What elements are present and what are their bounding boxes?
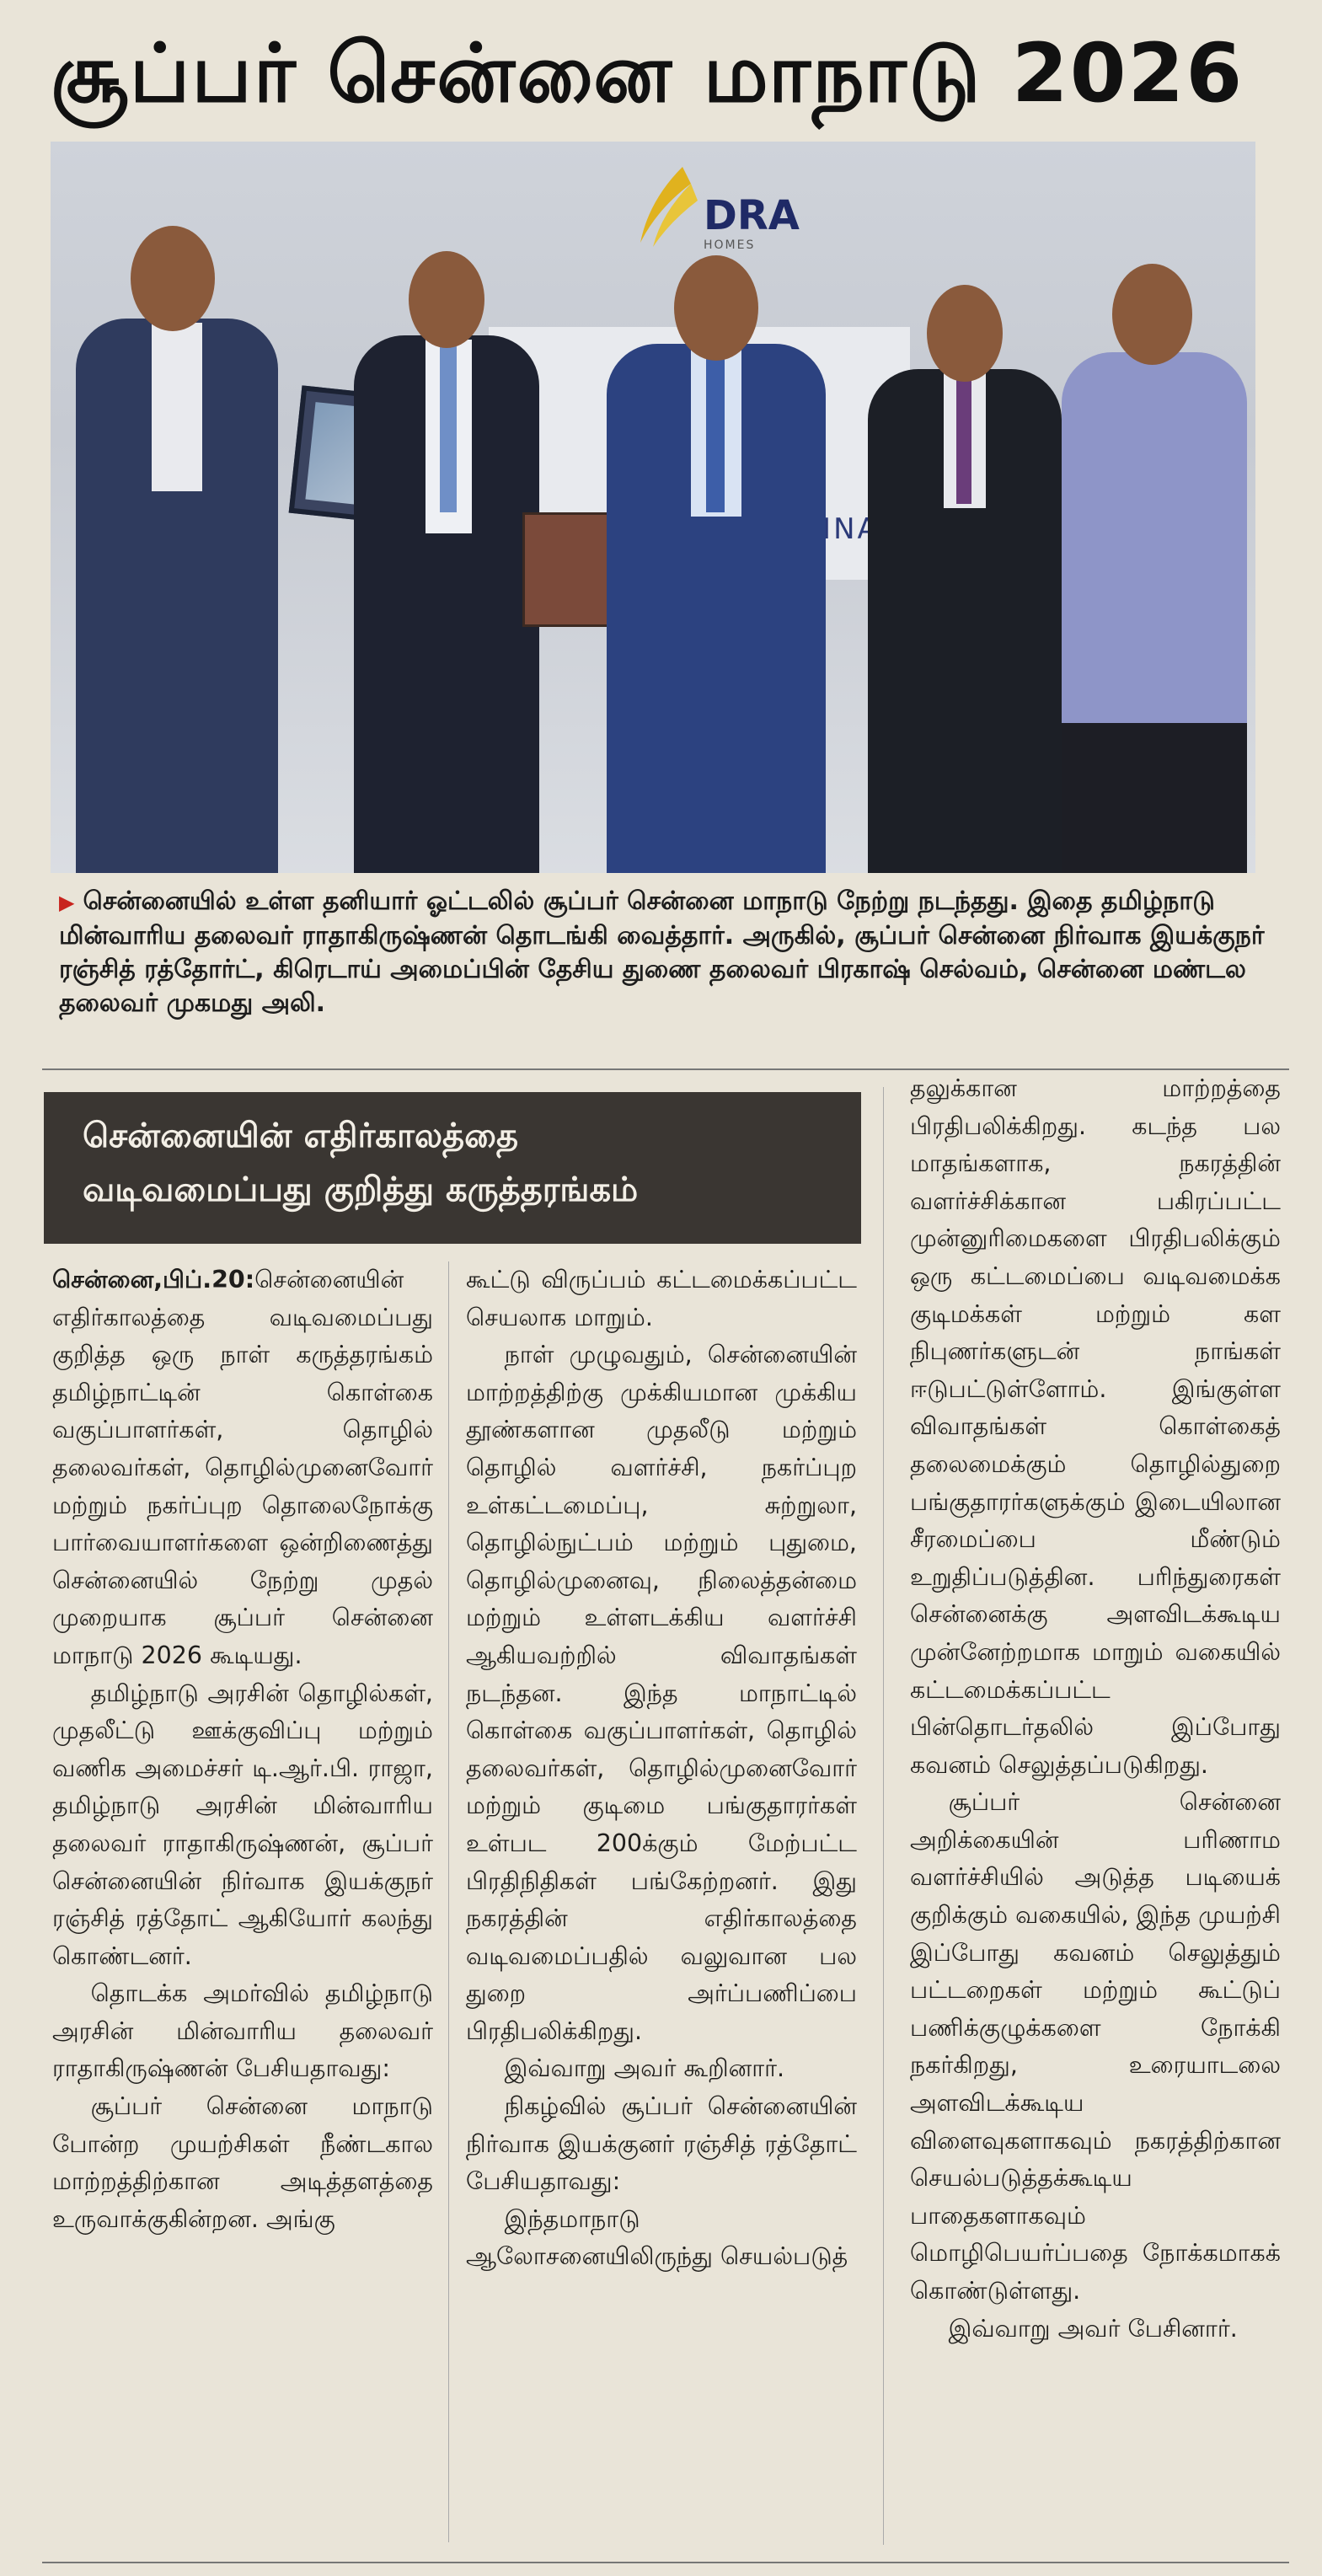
article-column-3 xyxy=(910,1070,1281,2553)
subhead-line-2: வடிவமைப்பது குறித்து கருத்தரங்கம் xyxy=(83,1170,639,1209)
dateline: சென்னை,பிப்.20: xyxy=(52,1266,255,1293)
logo-text: DRA xyxy=(704,192,800,239)
col2-para-1: கூட்டு விருப்பம் கட்டமைக்கப்பட்ட செயலாக மாறும். xyxy=(466,1266,857,1331)
article-column-1 xyxy=(52,1261,433,2542)
article-column-2 xyxy=(466,1261,857,2542)
col3-para-1: தலுக்கான மாற்றத்தை பிரதிபலிக்கிறது. கடந்த பல மாதங்களாக, நகரத்தின் வளர்ச்சிக்கான பகிரப்பட்ட முன்னுரிமைகளை பிரதிபலிக்கும் ஒரு கட்டமைப்பை வடிவமைக்க குடிமக்கள் மற்றும் கள நிபுணர்களுடன் நாங்கள் ஈடுபட்டுள்ளோம். இங்குள்ள விவாதங்கள் கொள்கைத் தலைமைக்கும் தொழில்துறை பங்குதாரர்களுக்கும் இடையிலான சீரமைப்பை மீண்டும் உறுதிப்படுத்தின. பரிந்துரைகள் சென்னைக்கு அளவிடக்கூடிய முன்னேற்றமாக மாறும் வகையில் கட்டமைக்கப்பட்ட பின்தொடர்தலில் இப்போது கவனம் செலுத்தப்படுகிறது. xyxy=(910,1074,1281,1779)
bottom-rule xyxy=(42,2562,1289,2563)
caption-arrow-icon: ▶ xyxy=(59,891,75,914)
article-subheadline xyxy=(44,1092,861,1244)
col2-para-4: நிகழ்வில் சூப்பர் சென்னையின் நிர்வாக இயக்குனர் ரஞ்சித் ரத்தோட் பேசியதாவது: xyxy=(466,2092,857,2196)
col3-para-3: இவ்வாறு அவர் பேசினார். xyxy=(948,2314,1238,2343)
logo-subtext: HOMES xyxy=(704,238,756,252)
column-rule-2 xyxy=(883,1087,884,2545)
photo-caption xyxy=(59,885,1298,1053)
col2-para-3: இவ்வாறு அவர் கூறினார். xyxy=(504,2054,785,2083)
caption-text: சென்னையில் உள்ள தனியார் ஓட்டலில் சூப்பர் சென்னை மாநாடு நேற்று நடந்தது. இதை தமிழ்நாடு மின்வாரிய தலைவர் ராதாகிருஷ்ணன் தொடங்கி வைத்தார். அருகில், சூப்பர் சென்னை நிர்வாக இயக்குநர் ரஞ்சித் ரத்தோர்ட், கிரெடாய் அமைப்பின் தேசிய துணை தலைவர் பிரகாஷ் செல்வம், சென்னை மண்டல தலைவர் முகமது அலி. xyxy=(59,886,1265,1018)
person-5 xyxy=(1053,251,1255,873)
person-3 xyxy=(598,243,834,873)
col3-para-2: சூப்பர் சென்னை அறிக்கையின் பரிணாம வளர்ச்சியில் அடுத்த படியைக் குறிக்கும் வகையில், இந்த முயற்சி இப்போது கவனம் செலுத்தும் பட்டறைகள் மற்றும் கூட்டுப் பணிக்குழுக்களை நோக்கி நகர்கிறது, உரையாடலை அளவிடக்கூடிய விளைவுகளாகவும் நகரத்திற்கான செயல்படுத்தக்கூடிய பாதைகளாகவும் மொழிபெயர்ப்பதை நோக்கமாகக் கொண்டுள்ளது. xyxy=(910,1788,1281,2305)
logo-mark-icon xyxy=(624,158,699,251)
col1-para-3: தொடக்க அமர்வில் தமிழ்நாடு அரசின் மின்வாரிய தலைவர் ராதாகிருஷ்ணன் பேசியதாவது: xyxy=(52,1979,433,2083)
subhead-line-1: சென்னையின் எதிர்காலத்தை xyxy=(83,1117,519,1155)
headline: சூப்பர் சென்னை மாநாடு 2026 xyxy=(51,26,1244,120)
event-photo xyxy=(51,142,1255,873)
person-1 xyxy=(67,209,286,873)
column-rule-1 xyxy=(448,1261,449,2542)
col1-para-2: தமிழ்நாடு அரசின் தொழில்கள், முதலீட்டு ஊக்குவிப்பு மற்றும் வணிக அமைச்சர் டி.ஆர்.பி. ராஜா, தமிழ்நாடு அரசின் மின்வாரிய தலைவர் ராதாகிருஷ்ணன், சூப்பர் சென்னையின் நிர்வாக இயக்குநர் ரஞ்சித் ரத்தோட் ஆகியோர் கலந்து கொண்டனர். xyxy=(52,1679,433,1970)
col1-para-4: சூப்பர் சென்னை மாநாடு போன்ற முயற்சிகள் நீண்டகால மாற்றத்திற்கான அடித்தளத்தை உருவாக்குகின்றன. அங்கு xyxy=(52,2092,433,2233)
col1-para-1: சென்னையின் எதிர்காலத்தை வடிவமைப்பது குறித்த ஒரு நாள் கருத்தரங்கம் தமிழ்நாட்டின் கொள்கை வகுப்பாளர்கள், தொழில் தலைவர்கள், தொழில்முனைவோர் மற்றும் நகர்ப்புற தொலைநோக்கு பார்வையாளர்களை ஒன்றிணைத்து சென்னையில் நேற்று முதல் முறையாக சூப்பர் சென்னை மாநாடு 2026 கூடியது. xyxy=(52,1266,433,1669)
person-2 xyxy=(345,243,548,873)
person-4 xyxy=(859,276,1070,873)
col2-para-5: இந்தமாநாடு ஆலோசனையிலிருந்து செயல்படுத் xyxy=(466,2204,848,2271)
col2-para-2: நாள் முழுவதும், சென்னையின் மாற்றத்திற்கு முக்கியமான முக்கிய தூண்களான முதலீடு மற்றும் தொழில் வளர்ச்சி, நகர்ப்புற உள்கட்டமைப்பு, சுற்றுலா, தொழில்நுட்பம் மற்றும் புதுமை, தொழில்முனைவு, நிலைத்தன்மை மற்றும் உள்ளடக்கிய வளர்ச்சி ஆகியவற்றில் விவாதங்கள் நடந்தன. இந்த மாநாட்டில் கொள்கை வகுப்பாளர்கள், தொழில் தலைவர்கள், தொழில்முனைவோர் மற்றும் குடிமை பங்குதாரர்கள் உள்பட 200க்கும் மேற்பட்ட பிரதிநிதிகள் பங்கேற்றனர். இது நகரத்தின் எதிர்காலத்தை வடிவமைப்பதில் வலுவான பல துறை அர்ப்பணிப்பை பிரதிபலிக்கிறது. xyxy=(466,1341,857,2045)
